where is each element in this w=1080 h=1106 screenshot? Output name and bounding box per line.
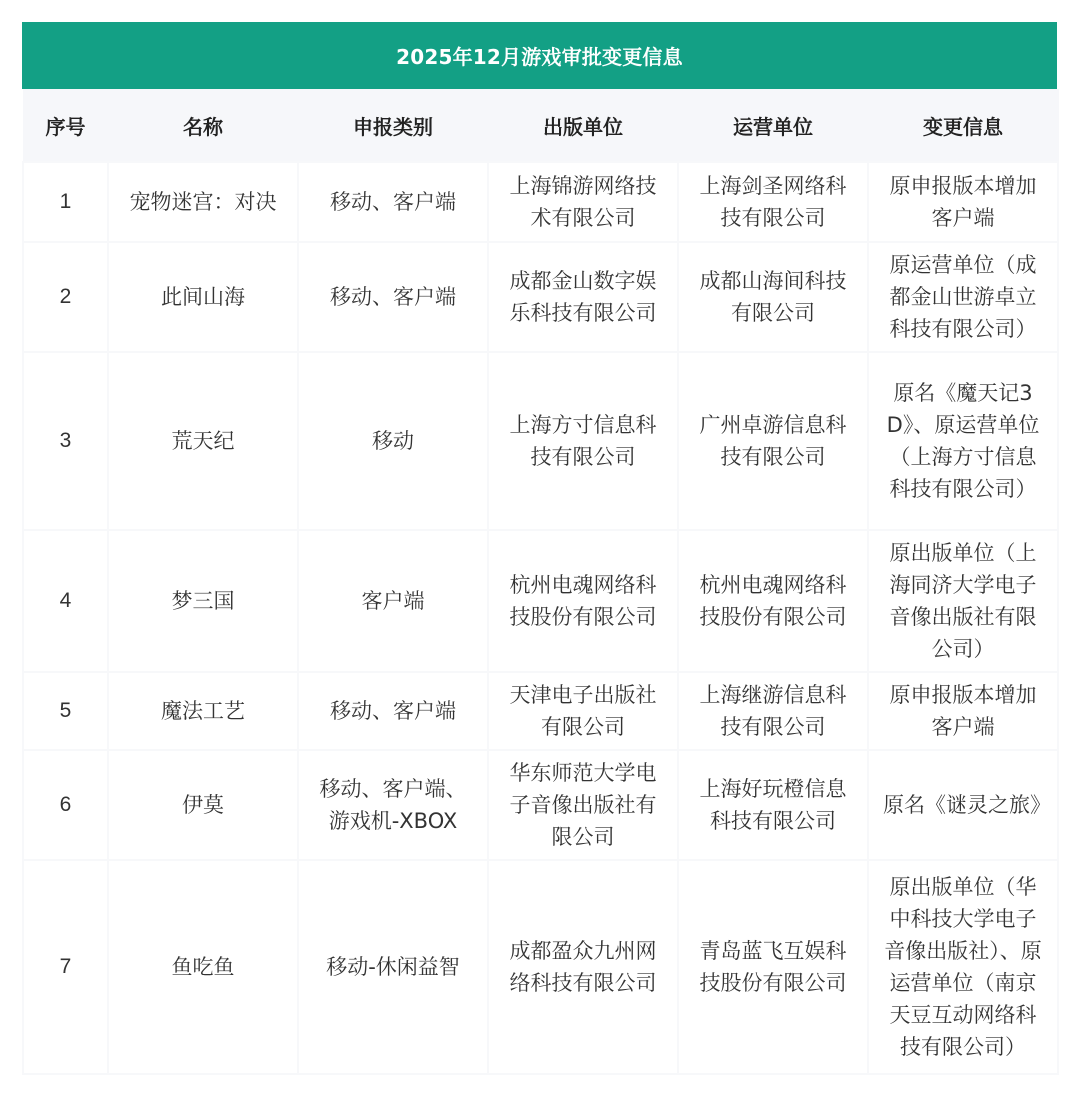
cell-no: 2 xyxy=(23,242,108,352)
cell-publisher: 天津电子出版社有限公司 xyxy=(488,672,678,750)
cell-operator: 杭州电魂网络科技股份有限公司 xyxy=(678,530,868,672)
table-title-band xyxy=(22,22,1057,89)
table-title: 2025年12月游戏审批变更信息 xyxy=(396,45,683,69)
cell-publisher: 成都盈众九州网络科技有限公司 xyxy=(488,860,678,1074)
table-body xyxy=(23,162,1058,1074)
cell-change: 原申报版本增加客户端 xyxy=(868,162,1058,242)
cell-no: 4 xyxy=(23,530,108,672)
header-change: 变更信息 xyxy=(868,90,1058,163)
table-header xyxy=(23,90,1058,163)
cell-change: 原出版单位（华中科技大学电子音像出版社）、原运营单位（南京天豆互动网络科技有限公司） xyxy=(868,860,1058,1074)
cell-name: 鱼吃鱼 xyxy=(108,860,298,1074)
cell-change: 原申报版本增加客户端 xyxy=(868,672,1058,750)
table-row xyxy=(23,242,1058,352)
cell-change: 原名《魔天记3D》、原运营单位（上海方寸信息科技有限公司） xyxy=(868,352,1058,530)
cell-change: 原名《谜灵之旅》 xyxy=(868,750,1058,860)
table-row xyxy=(23,162,1058,242)
header-row xyxy=(23,90,1058,163)
header-publisher: 出版单位 xyxy=(488,90,678,163)
table-row xyxy=(23,750,1058,860)
cell-category: 移动-休闲益智 xyxy=(298,860,488,1074)
cell-category: 移动、客户端 xyxy=(298,162,488,242)
cell-name: 荒天纪 xyxy=(108,352,298,530)
cell-name: 魔法工艺 xyxy=(108,672,298,750)
cell-operator: 上海好玩橙信息科技有限公司 xyxy=(678,750,868,860)
cell-name: 梦三国 xyxy=(108,530,298,672)
table-row xyxy=(23,352,1058,530)
cell-operator: 青岛蓝飞互娱科技股份有限公司 xyxy=(678,860,868,1074)
cell-operator: 上海剑圣网络科技有限公司 xyxy=(678,162,868,242)
cell-name: 此间山海 xyxy=(108,242,298,352)
cell-category: 移动、客户端、游戏机-XBOX xyxy=(298,750,488,860)
header-name: 名称 xyxy=(108,90,298,163)
cell-publisher: 华东师范大学电子音像出版社有限公司 xyxy=(488,750,678,860)
cell-category: 移动、客户端 xyxy=(298,672,488,750)
table-row xyxy=(23,530,1058,672)
cell-publisher: 成都金山数字娱乐科技有限公司 xyxy=(488,242,678,352)
cell-publisher: 杭州电魂网络科技股份有限公司 xyxy=(488,530,678,672)
table-row xyxy=(23,860,1058,1074)
header-operator: 运营单位 xyxy=(678,90,868,163)
cell-no: 1 xyxy=(23,162,108,242)
approval-change-table xyxy=(22,89,1059,1075)
cell-operator: 广州卓游信息科技有限公司 xyxy=(678,352,868,530)
table-row xyxy=(23,672,1058,750)
cell-category: 移动 xyxy=(298,352,488,530)
approval-change-table-container xyxy=(22,22,1057,1075)
cell-operator: 成都山海间科技有限公司 xyxy=(678,242,868,352)
cell-no: 7 xyxy=(23,860,108,1074)
header-no: 序号 xyxy=(23,90,108,163)
cell-no: 6 xyxy=(23,750,108,860)
cell-publisher: 上海锦游网络技术有限公司 xyxy=(488,162,678,242)
header-category: 申报类别 xyxy=(298,90,488,163)
cell-category: 移动、客户端 xyxy=(298,242,488,352)
cell-publisher: 上海方寸信息科技有限公司 xyxy=(488,352,678,530)
cell-operator: 上海继游信息科技有限公司 xyxy=(678,672,868,750)
cell-name: 宠物迷宫：对决 xyxy=(108,162,298,242)
cell-no: 5 xyxy=(23,672,108,750)
cell-name: 伊莫 xyxy=(108,750,298,860)
cell-category: 客户端 xyxy=(298,530,488,672)
cell-no: 3 xyxy=(23,352,108,530)
cell-change: 原出版单位（上海同济大学电子音像出版社有限公司） xyxy=(868,530,1058,672)
cell-change: 原运营单位（成都金山世游卓立科技有限公司） xyxy=(868,242,1058,352)
